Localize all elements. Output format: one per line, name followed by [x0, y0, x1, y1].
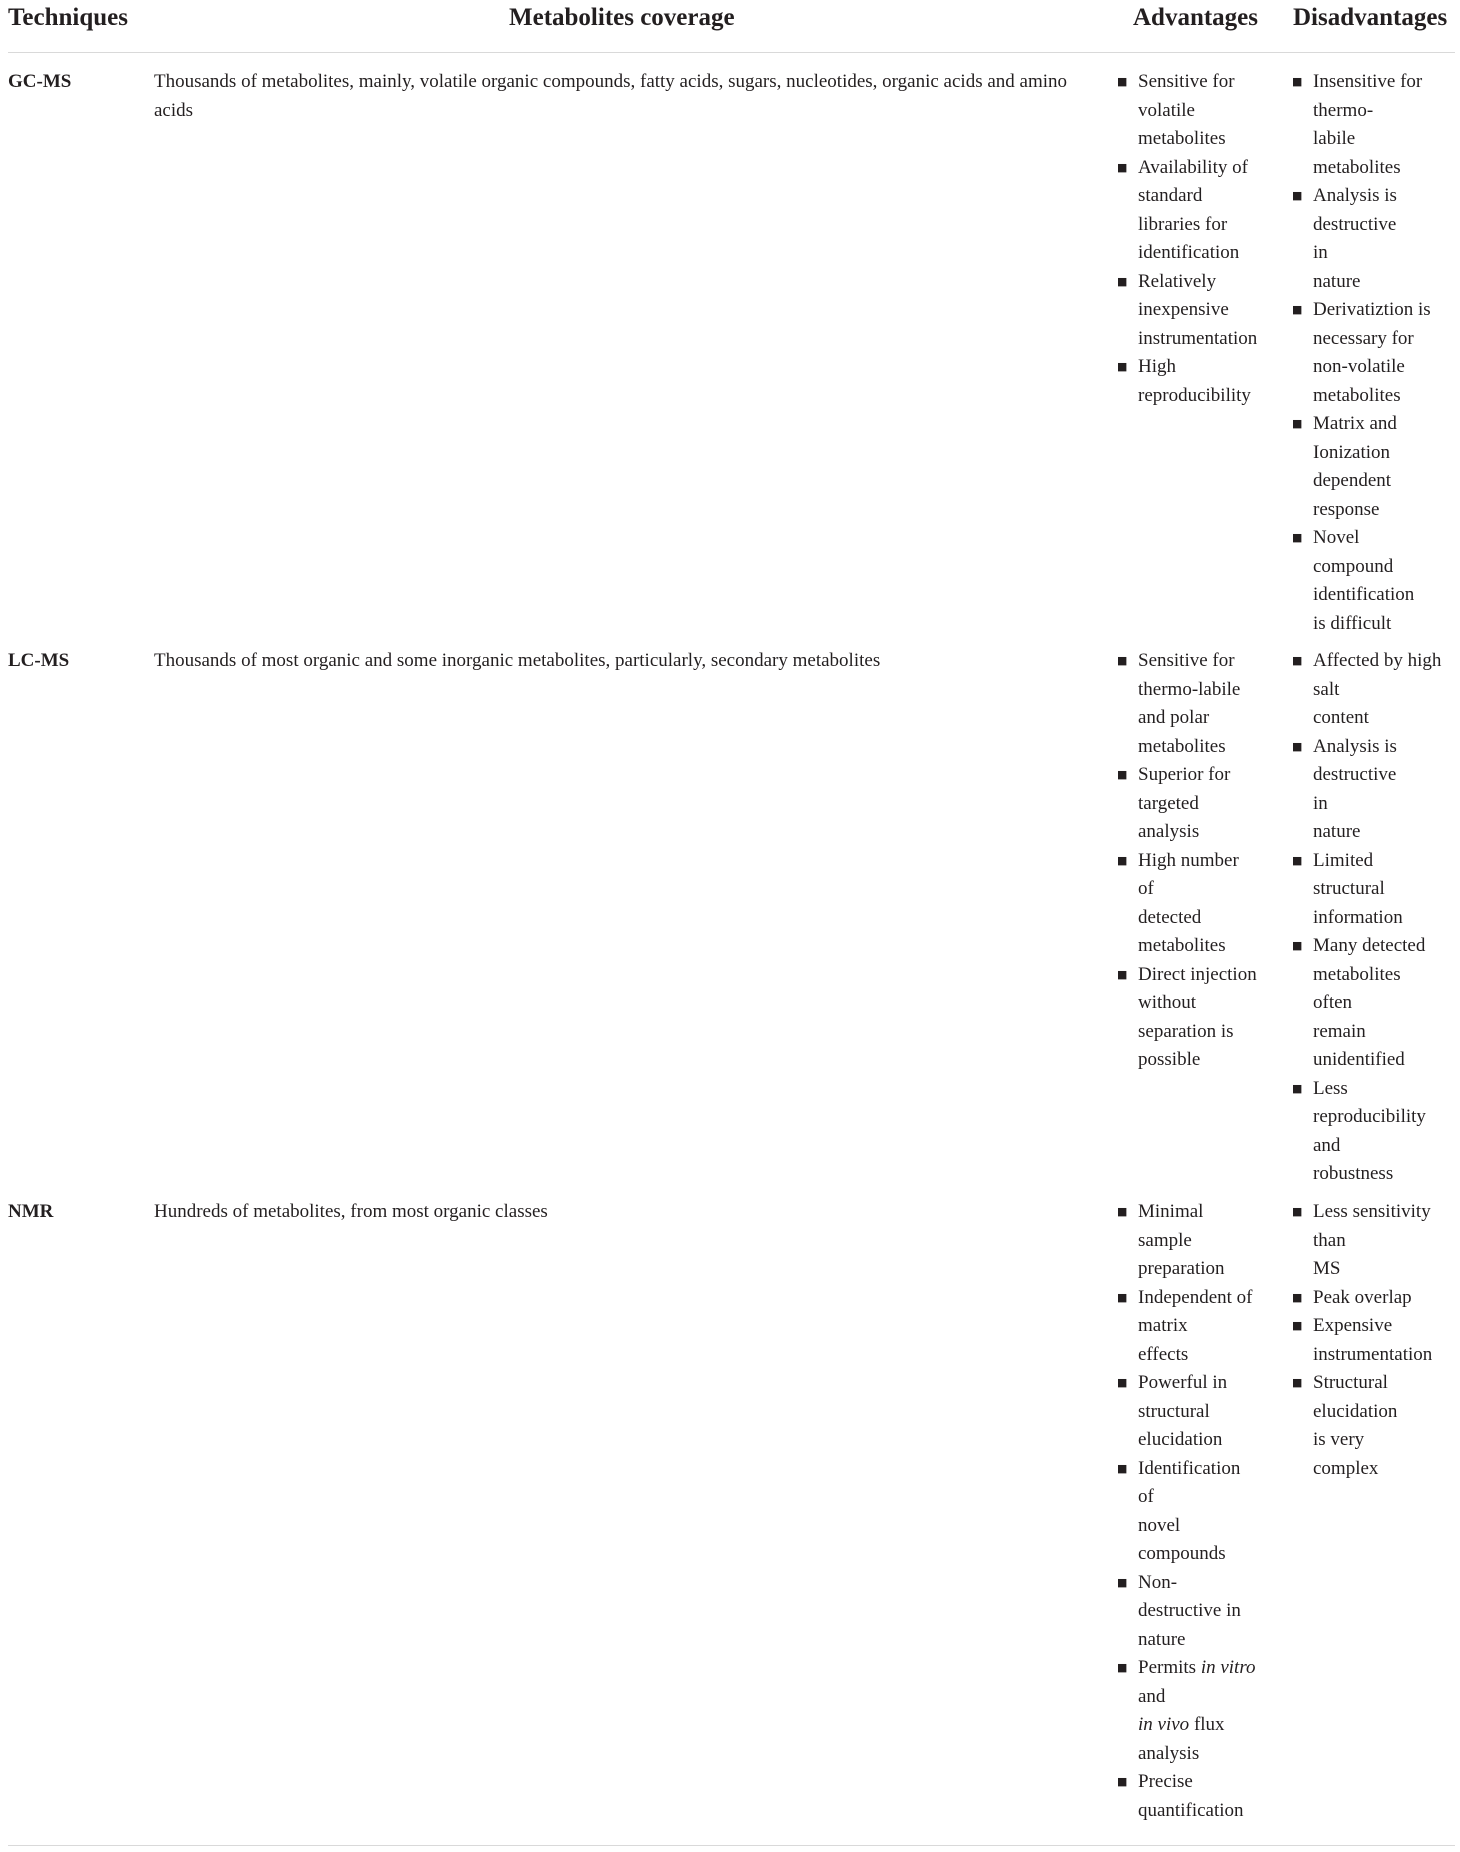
advantage-item: ■ Powerful in structural elucidation	[1117, 1369, 1277, 1455]
header-divider	[8, 52, 1455, 53]
technique-nmr: NMR	[8, 1201, 54, 1222]
disadvantage-item: ■ Less reproducibility and robustness	[1292, 1075, 1458, 1189]
advantage-item: ■ Non- destructive in nature	[1117, 1569, 1277, 1655]
disadvantages-list-gc-ms	[1292, 68, 1458, 638]
advantages-list-gc-ms	[1117, 68, 1277, 410]
disadvantage-item: ■ Analysis is destructive in nature	[1292, 182, 1458, 296]
disadvantage-item: ■ Novel compound identification is difficult	[1292, 524, 1458, 638]
advantage-item: ■ Precise quantification	[1117, 1768, 1277, 1825]
text-segment: flux analysis	[1138, 1714, 1225, 1764]
disadvantage-item: ■ Affected by high salt content	[1292, 647, 1458, 733]
advantages-list-lc-ms	[1117, 647, 1277, 1075]
header-advantages: Advantages	[1133, 4, 1259, 31]
technique-lc-ms: LC-MS	[8, 650, 70, 671]
disadvantages-list-lc-ms	[1292, 647, 1458, 1189]
disadvantage-item: ■ Analysis is destructive in nature	[1292, 733, 1458, 847]
header-techniques: Techniques	[8, 4, 128, 31]
advantage-item: ■ High number of detected metabolites	[1117, 847, 1277, 961]
advantage-item: ■ Sensitive for volatile metabolites	[1117, 68, 1277, 154]
advantage-item: ■ Relatively inexpensive instrumentation	[1117, 268, 1277, 354]
text-segment: Permits	[1138, 1657, 1201, 1678]
disadvantage-item: ■ Derivatiztion is necessary for non-volatile metabolites	[1292, 296, 1458, 410]
coverage-gc-ms: Thousands of metabolites, mainly, volatile organic compounds, fatty acids, sugars, nucleotides, organic acids and amino acids	[154, 71, 1068, 121]
advantage-item: ■ Independent of matrix effects	[1117, 1284, 1277, 1370]
coverage-nmr: Hundreds of metabolites, from most organic classes	[154, 1201, 548, 1222]
disadvantage-item: ■ Limited structural information	[1292, 847, 1458, 933]
advantage-item: ■ Minimal sample preparation	[1117, 1198, 1277, 1284]
advantage-item: ■ Sensitive for thermo-labile and polar metabolites	[1117, 647, 1277, 761]
table-bottom-divider	[8, 1845, 1455, 1846]
technique-gc-ms: GC-MS	[8, 71, 72, 92]
disadvantage-item: ■ Matrix and Ionization dependent response	[1292, 410, 1458, 524]
text-segment: and	[1138, 1685, 1166, 1707]
coverage-lc-ms: Thousands of most organic and some inorganic metabolites, particularly, secondary metabolites	[154, 650, 881, 671]
advantage-item: ■ Direct injection without separation is possible	[1117, 961, 1277, 1075]
italic-in-vitro: in vitro	[1200, 1657, 1256, 1678]
advantage-item-flux-analysis	[1117, 1654, 1277, 1768]
header-disadvantages: Disadvantages	[1293, 4, 1448, 31]
advantage-item: ■ Availability of standard libraries for identification	[1117, 154, 1277, 268]
advantage-item: ■ High reproducibility	[1117, 353, 1277, 410]
header-metabolites-coverage: Metabolites coverage	[509, 4, 735, 31]
disadvantage-item: ■ Structural elucidation is very complex	[1292, 1369, 1458, 1483]
disadvantage-item: ■ Less sensitivity than MS	[1292, 1198, 1458, 1284]
disadvantages-list-nmr	[1292, 1198, 1458, 1483]
disadvantage-item: ■ Many detected metabolites often remain unidentified	[1292, 932, 1458, 1075]
italic-in-vivo: in vivo	[1138, 1714, 1190, 1735]
disadvantage-item: ■ Expensive instrumentation	[1292, 1312, 1458, 1369]
disadvantage-item: ■ Peak overlap	[1292, 1284, 1458, 1313]
disadvantage-item: ■ Insensitive for thermo- labile metabolites	[1292, 68, 1458, 182]
advantage-item: ■ Identification of novel compounds	[1117, 1455, 1277, 1569]
advantage-item: ■ Superior for targeted analysis	[1117, 761, 1277, 847]
advantages-list-nmr	[1117, 1198, 1277, 1825]
